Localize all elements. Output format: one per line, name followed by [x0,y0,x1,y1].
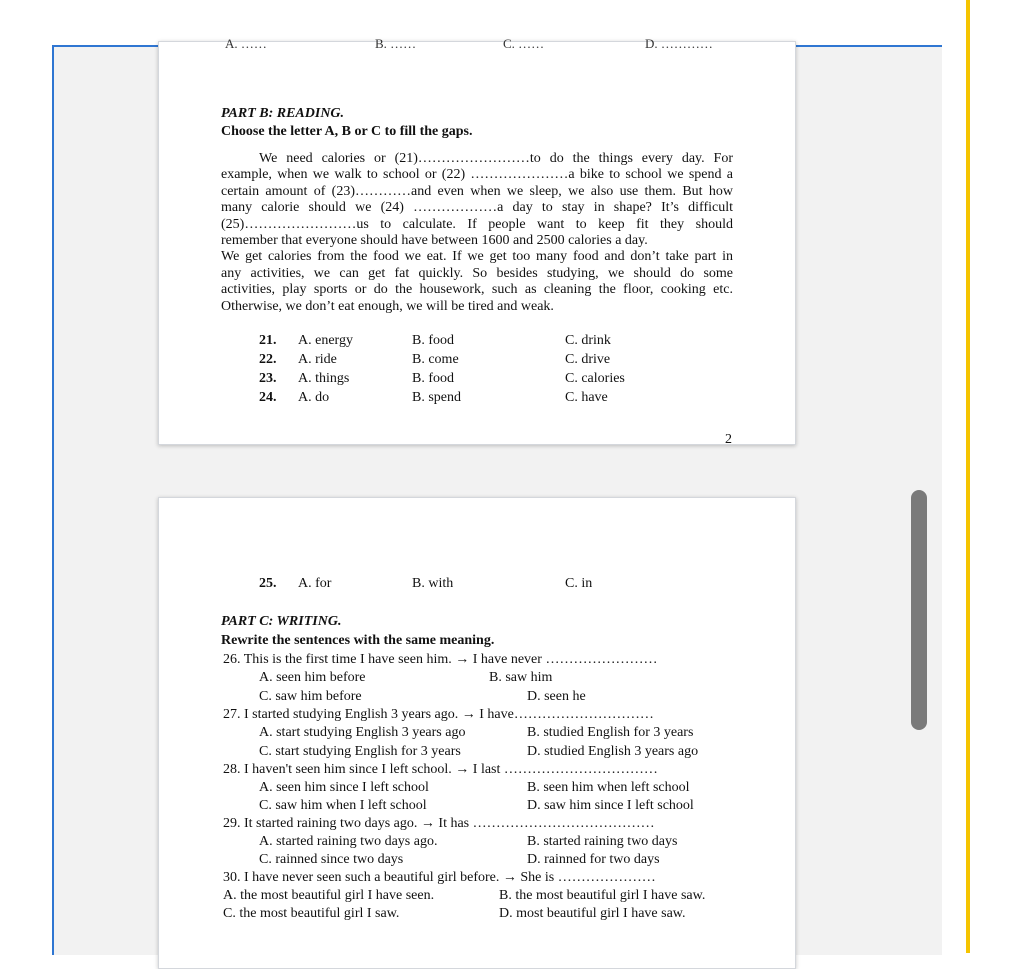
previous-content-cut-off: A. …… B. …… C. …… D. ………… [225,36,713,51]
question-stem: 30. I have never seen such a beautiful girl before. → She is ………………… [223,870,656,885]
option-c: C. rainned since two days [259,852,404,867]
question-stem: 28. I haven't seen him since I left school. → I last …………………………… [223,762,658,777]
option-c: C. drink [565,333,611,348]
option-d: D. saw him since I left school [527,798,694,813]
vertical-scrollbar-thumb[interactable] [911,490,927,730]
reading-instruction: Choose the letter A, B or C to fill the gaps. [221,124,473,139]
option-a: A. do [298,390,330,405]
option-d: D. most beautiful girl I have saw. [499,906,686,921]
part-c-title: PART C: WRITING. [221,614,342,629]
passage-line: certain amount of (23)…………and even when we sleep, we also use them. But how [221,183,733,199]
question-stem: 26. This is the first time I have seen him. → I have never …………………… [223,652,658,667]
passage-line: activities, play sports or do the housework, such as cleaning the floor, cooking etc. [221,282,733,298]
option-b: B. seen him when left school [527,780,690,795]
passage-line: We get calories from the food we eat. If we get too many food and don’t take part in [221,249,733,265]
question-number: 22. [259,352,277,367]
option-a: A. seen him before [259,670,366,685]
option-a: A. ride [298,352,337,367]
option-c: C. the most beautiful girl I saw. [223,906,400,921]
option-b: B. food [412,371,454,386]
document-page-2 [158,497,796,969]
option-c: C. drive [565,352,611,367]
option-a: A. for [298,576,332,591]
option-c: C. saw him when I left school [259,798,427,813]
passage-line: example, when we walk to school or (22) …………………a bike to school we spend a [221,167,733,183]
reading-passage [221,151,733,315]
passage-line: (25)……………………us to calculate. If people want to keep fit they should [221,216,733,232]
option-b: B. food [412,333,454,348]
option-d: D. seen he [527,689,586,704]
option-b: B. spend [412,390,461,405]
option-c: C. in [565,576,593,591]
question-stem: 29. It started raining two days ago. → It has ………………………………… [223,816,655,831]
option-b: B. started raining two days [527,834,678,849]
passage-line: Otherwise, we don’t eat enough, we will be tired and weak. [221,298,554,314]
option-c: C. calories [565,371,625,386]
question-number: 24. [259,390,277,405]
passage-line: any activities, we can get fat quickly. So besides studying, we should do some [221,265,733,281]
option-a: A. things [298,371,350,386]
passage-line: many calorie should we (24) ………………a day to stay in shape? It’s difficult [221,200,733,216]
option-c: C. start studying English for 3 years [259,744,461,759]
option-b: B. come [412,352,459,367]
option-a: A. the most beautiful girl I have seen. [223,888,435,903]
option-b: B. studied English for 3 years [527,725,694,740]
document-page-1 [158,36,796,447]
option-c: C. saw him before [259,689,362,704]
yellow-edge-bar [966,0,970,953]
option-b: B. with [412,576,454,591]
document-viewer[interactable] [52,36,942,955]
passage-line: We need calories or (21)……………………to do the things every day. For [259,151,733,166]
page-number: 2 [725,432,732,447]
option-a: A. start studying English 3 years ago [259,725,466,740]
part-b-title: PART B: READING. [221,106,345,121]
question-number: 23. [259,371,277,386]
option-d: D. rainned for two days [527,852,660,867]
option-b: B. the most beautiful girl I have saw. [499,888,706,903]
option-d: D. studied English 3 years ago [527,744,699,759]
question-number: 25. [259,576,277,591]
option-a: A. seen him since I left school [259,780,429,795]
option-a: A. started raining two days ago. [259,834,438,849]
option-c: C. have [565,390,608,405]
option-b: B. saw him [489,670,553,685]
writing-instruction: Rewrite the sentences with the same meaning. [221,633,495,648]
question-stem: 27. I started studying English 3 years ago. → I have………………………… [223,707,654,722]
option-a: A. energy [298,333,353,348]
question-number: 21. [259,333,277,348]
passage-line: remember that everyone should have between 1600 and 2500 calories a day. [221,232,648,248]
